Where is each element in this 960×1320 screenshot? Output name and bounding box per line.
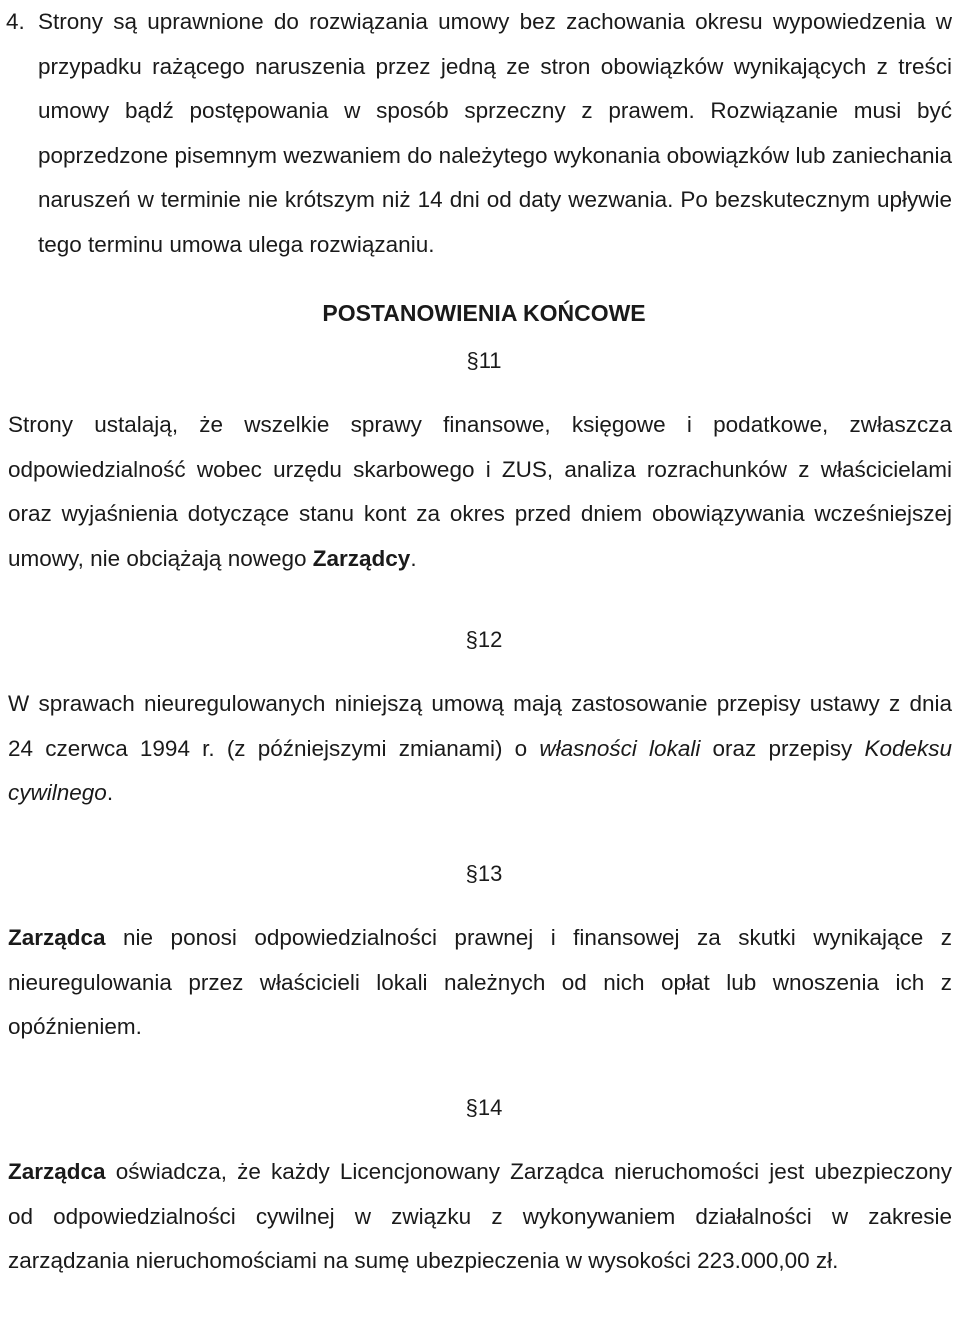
- paragraph-13-text: [8, 916, 952, 1050]
- p11-text: Strony ustalają, że wszelkie sprawy finansowe, księgowe i podatkowe, zwłaszcza odpowiedzialność wobec urzędu skarbowego i ZUS, analiza rozrachunków z właścicielami oraz wyjaśnienia dotyczące stanu kont za okres przed dniem obowiązywania wcześniejszej umowy, nie obciążają nowego: [8, 412, 952, 571]
- paragraph-12-text: [8, 682, 952, 816]
- paragraph-11-text: [8, 403, 952, 581]
- intro-paragraph: Strony są uprawnione do rozwiązania umowy bez zachowania okresu wypowiedzenia w przypadku rażącego naruszenia przez jedną ze stron obowiązków wynikających z treści umowy bądź postępowania w sposób sprzeczny z prawem. Rozwiązanie musi być poprzedzone pisemnym wezwaniem do należytego wykonania obowiązków lub zaniechania naruszeń w terminie nie krótszym niż 14 dni od daty wezwania. Po bezskutecznym upływie tego terminu umowa ulega rozwiązaniu.: [38, 9, 952, 257]
- paragraph-number-12: §12: [465, 627, 503, 652]
- p12-end: .: [106, 780, 114, 805]
- p12-italic-kodeksu: Kodeksu cywilnego: [8, 735, 952, 805]
- p11-end: .: [410, 545, 417, 571]
- paragraph-number-11: §11: [466, 348, 502, 373]
- p12-italic-wlasnosci: własności lokali: [539, 735, 701, 761]
- p12-text: W sprawach nieuregulowanych niniejszą umową mają zastosowanie przepisy ustawy z dnia 24 czerwca 1994 r. (z późniejszymi zmianami) o: [8, 691, 952, 761]
- paragraph-14-text: [8, 1150, 952, 1284]
- p14-text: oświadcza, że każdy Licencjonowany Zarządca nieruchomości jest ubezpieczony od odpowiedzialności cywilnej w związku z wykonywaniem działalności w zakresie zarządzania nieruchomościami na sumę ubezpieczenia w wysokości 223.000,00 zł.: [8, 1159, 952, 1273]
- paragraph-number-14: §14: [465, 1095, 503, 1120]
- p12-middle: oraz przepisy: [700, 735, 865, 761]
- p14-bold-zarzadca: Zarządca: [8, 1159, 106, 1184]
- p13-text: nie ponosi odpowiedzialności prawnej i finansowej za skutki wynikające z nieuregulowania przez właścicieli lokali należnych od nich opłat lub wnoszenia ich z opóźnieniem.: [8, 925, 952, 1039]
- p13-bold-zarzadca: Zarządca: [8, 925, 106, 950]
- p11-bold-zarzadca: Zarządcy: [312, 545, 411, 571]
- section-heading: POSTANOWIENIA KOŃCOWE: [322, 300, 646, 326]
- intro-number: 4.: [6, 9, 25, 34]
- paragraph-number-13: §13: [465, 861, 503, 886]
